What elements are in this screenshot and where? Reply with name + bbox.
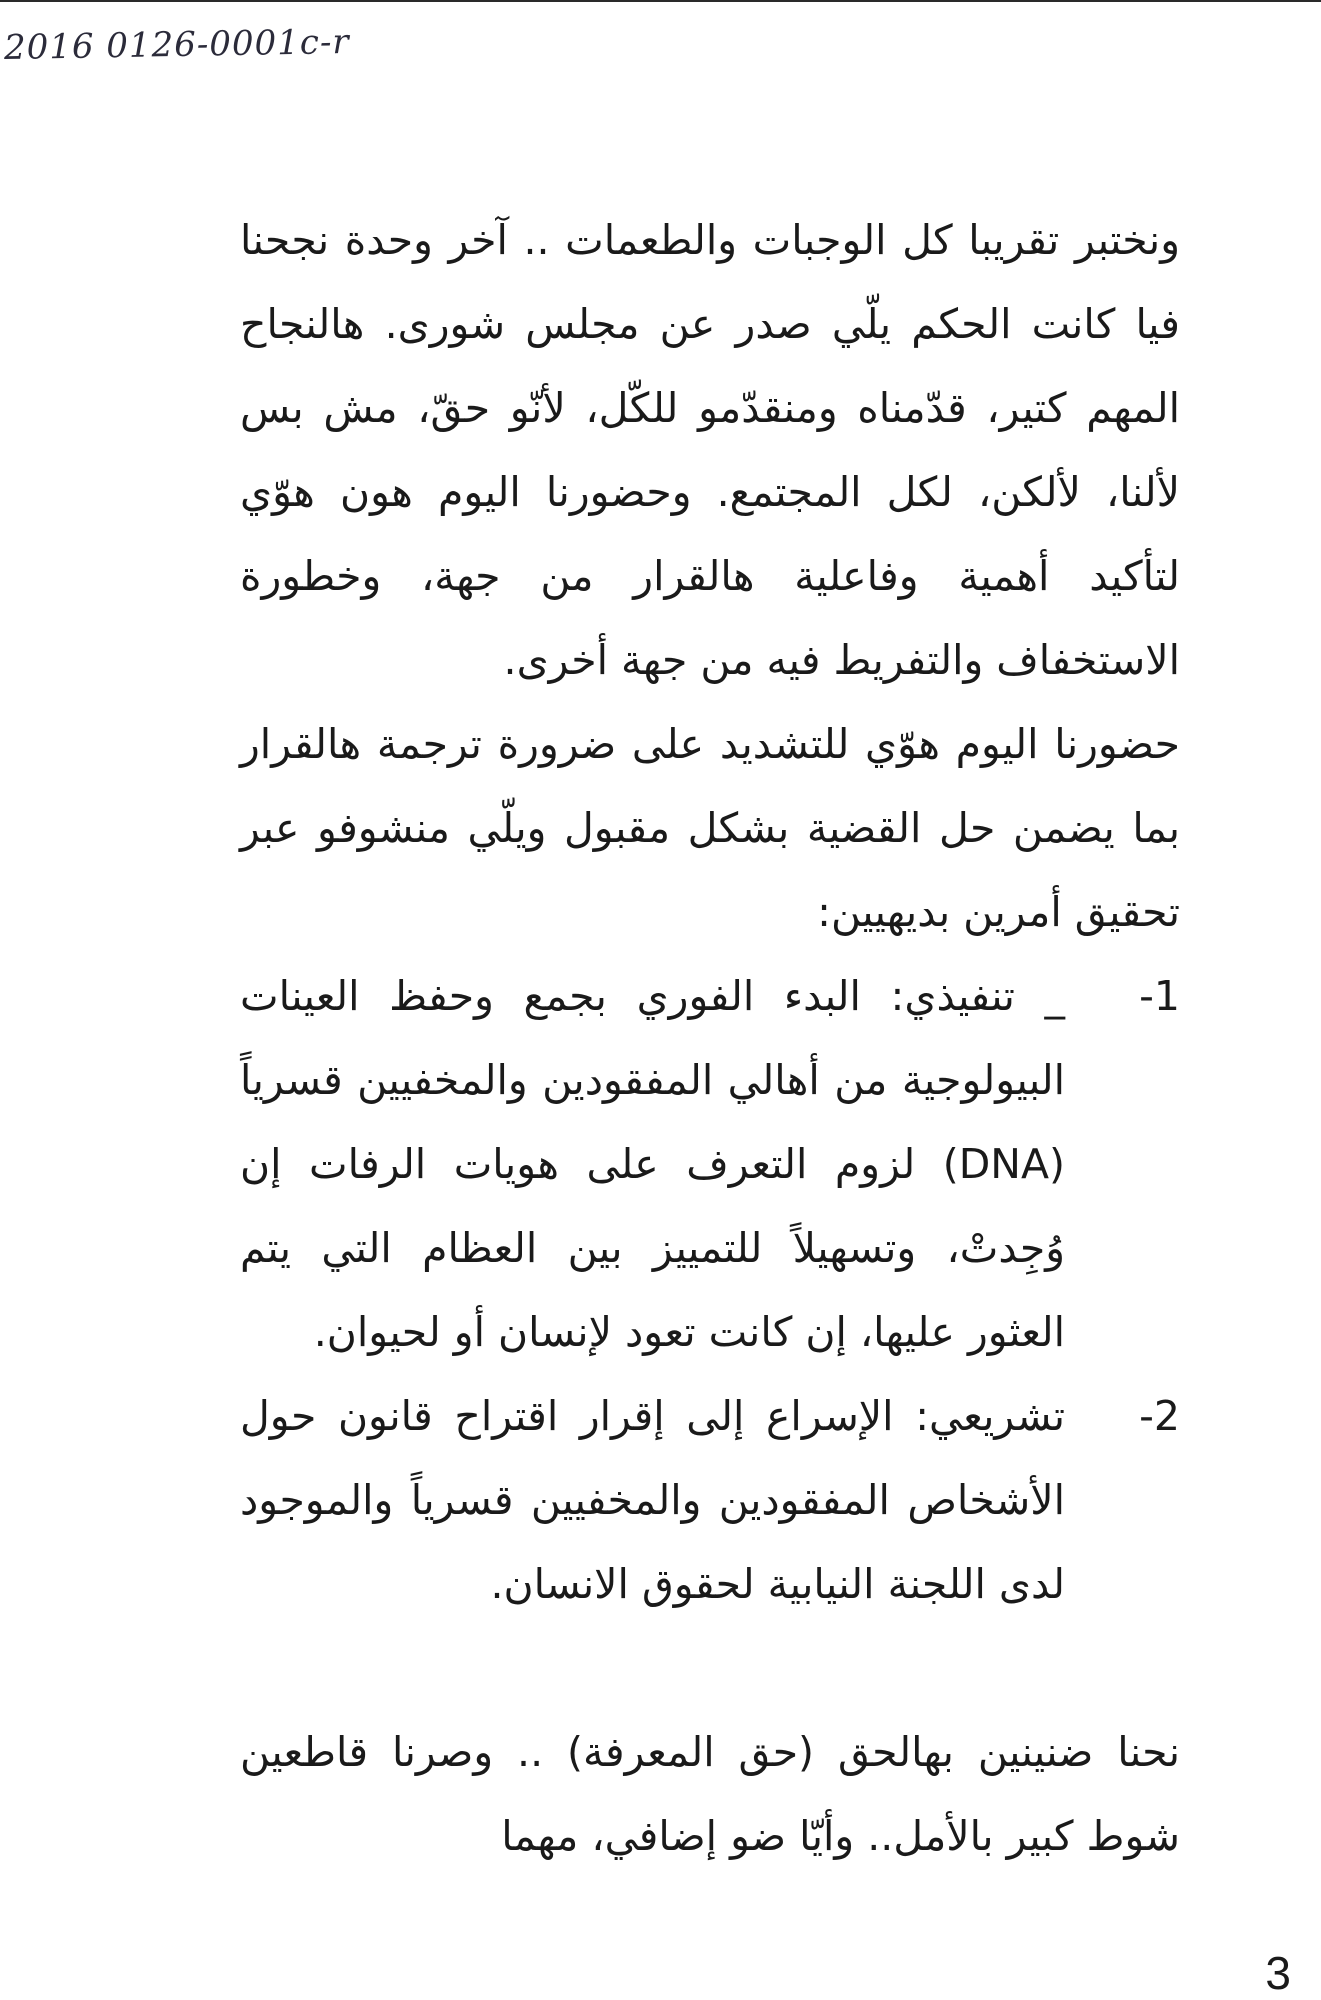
page-number: 3 <box>1265 1947 1291 1999</box>
list-item-number: -2 <box>1139 1392 1180 1440</box>
paragraph-1: ونختبر تقريبا كل الوجبات والطعمات .. آخر وحدة نجحنا فيا كانت الحكم يلّي صدر عن مجلس شورى. هالنجاح المهم كتير، قدّمناه ومنقدّمو للكّل، لأنّو حقّ، مش بس لألنا، لألكن، لكل المجتمع. وحضورنا اليوم هون هوّي لتأكيد أهمية وفاعلية هالقرار من جهة، وخطورة الاستخفاف والتفريط فيه من جهة أخرى. <box>240 216 1180 684</box>
list-item <box>240 1374 1180 1626</box>
list-item <box>240 954 1180 1374</box>
handwritten-document-code: 2016 0126-0001c-r <box>3 21 350 68</box>
paragraph-3: نحنا ضنينين بهالحق (حق المعرفة) .. وصرنا قاطعين شوط كبير بالأمل.. وأيّا ضو إضافي، مهما <box>240 1728 1180 1860</box>
paragraph-2: حضورنا اليوم هوّي للتشديد على ضرورة ترجمة هالقرار بما يضمن حل القضية بشكل مقبول ويلّي منشوفو عبر تحقيق أمرين بديهيين: <box>240 720 1180 936</box>
list-item-text: _ تنفيذي: البدء الفوري بجمع وحفظ العينات البيولوجية من أهالي المفقودين والمخفيين قسرياً (DNA) لزوم التعرف على هويات الرفات إن وُجِدتْ، وتسهيلاً للتمييز بين العظام التي يتم العثور عليها، إن كانت تعود لإنسان أو لحيوان. <box>240 972 1065 1356</box>
demands-list <box>240 954 1180 1626</box>
list-item-number: -1 <box>1139 972 1180 1020</box>
page-top-border <box>0 0 1321 2</box>
document-body <box>240 198 1180 1878</box>
paragraph-spacer <box>240 1626 1180 1710</box>
list-item-text: تشريعي: الإسراع إلى إقرار اقتراح قانون حول الأشخاص المفقودين والمخفيين قسرياً والموجود لدى اللجنة النيابية لحقوق الانسان. <box>240 1392 1065 1608</box>
